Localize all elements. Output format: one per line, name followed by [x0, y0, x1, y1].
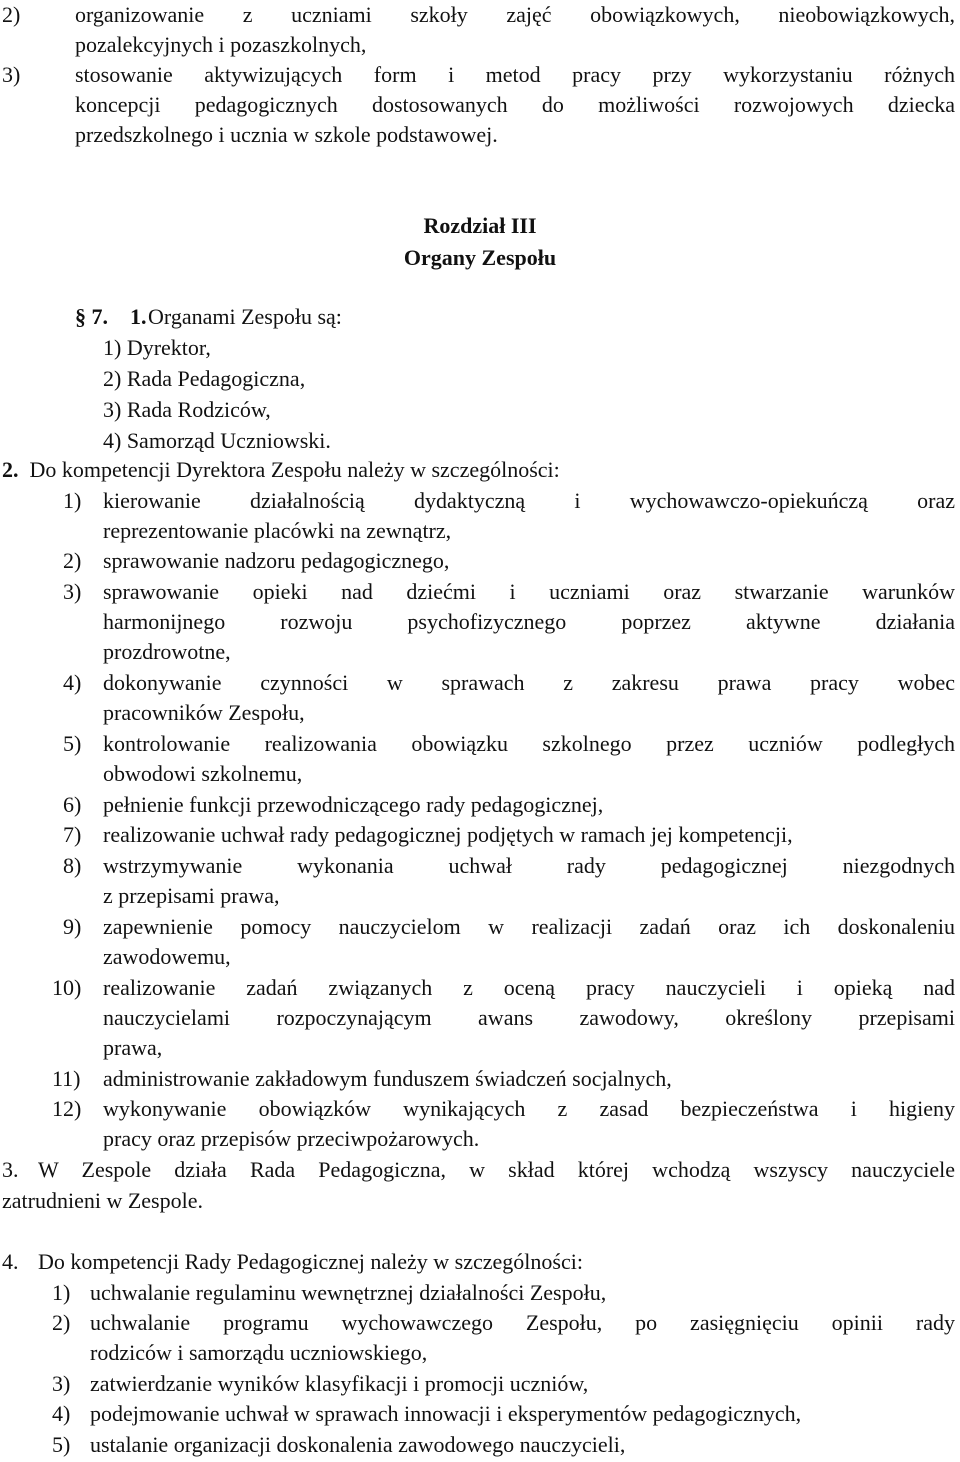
- chapter-title: Organy Zespołu: [403, 245, 557, 270]
- list-item-text: realizowanie uchwał rady pedagogicznej podjętych w ramach jej kompetencji,: [103, 822, 793, 847]
- list-item-text: zapewnienie pomocy nauczycielom w realizacji zadań oraz ich doskonaleniu: [103, 914, 955, 939]
- chapter-number: Rozdział III: [423, 213, 537, 238]
- list-item-text: stosowanie aktywizujących form i metod pracy przy wykorzystaniu różnych: [75, 62, 955, 87]
- list-item-number: 3): [63, 579, 82, 604]
- list-item-text: prozdrowotne,: [103, 639, 231, 664]
- list-item-text: zatwierdzanie wyników klasyfikacji i promocji uczniów,: [90, 1371, 589, 1396]
- list-item-number: 9): [63, 914, 82, 939]
- list-item-text: realizowanie zadań związanych z oceną pracy nauczycieli i opieką nad: [103, 975, 955, 1000]
- paragraph-text: zatrudnieni w Zespole.: [2, 1188, 203, 1213]
- list-item-text: pozalekcyjnych i pozaszkolnych,: [75, 32, 367, 57]
- list-item-number: 3): [52, 1371, 71, 1396]
- list-item-text: obwodowi szkolnemu,: [103, 761, 303, 786]
- list-item-number: 4): [52, 1401, 71, 1426]
- list-item-number: 2): [52, 1310, 71, 1335]
- list-item-number: 2): [63, 548, 82, 573]
- list-item-text: wstrzymywanie wykonania uchwał rady pedagogicznej niezgodnych: [103, 853, 955, 878]
- list-item-text: reprezentowanie placówki na zewnątrz,: [103, 518, 452, 543]
- list-item-text: wykonywanie obowiązków wynikających z zasad bezpieczeństwa i higieny: [103, 1096, 955, 1121]
- list-item: 2) Rada Pedagogiczna,: [103, 366, 306, 391]
- list-item-text: przedszkolnego i ucznia w szkole podstawowej.: [75, 122, 498, 147]
- list-item-text: sprawowanie nadzoru pedagogicznego,: [103, 548, 450, 573]
- list-item-number: 3): [2, 62, 21, 87]
- list-item-text: nauczycielami rozpoczynającym awans zawodowy, określony przepisami: [103, 1005, 955, 1030]
- list-item-text: rodziców i samorządu uczniowskiego,: [90, 1340, 428, 1365]
- section-label: 7.: [91, 304, 108, 329]
- list-item-text: pracy oraz przepisów przeciwpożarowych.: [103, 1126, 480, 1151]
- paragraph-sign: §: [75, 304, 86, 329]
- list-item-text: koncepcji pedagogicznych dostosowanych do możliwości rozwojowych dziecka: [75, 92, 955, 117]
- list-item-number: 11): [52, 1066, 81, 1091]
- list-item-text: podejmowanie uchwał w sprawach innowacji i eksperymentów pedagogicznych,: [90, 1401, 802, 1426]
- section-symbol: [75, 302, 108, 332]
- list-item-number: 5): [63, 731, 82, 756]
- list-item-text: kontrolowanie realizowania obowiązku szkolnego przez uczniów podległych: [103, 731, 955, 756]
- list-item-text: zawodowemu,: [103, 944, 231, 969]
- list-item-text: prawa,: [103, 1035, 163, 1060]
- list-item-text: organizowanie z uczniami szkoły zajęć obowiązkowych, nieobowiązkowych,: [75, 2, 955, 27]
- list-item-text: pełnienie funkcji przewodniczącego rady pedagogicznej,: [103, 792, 604, 817]
- list-item-text: z przepisami prawa,: [103, 883, 280, 908]
- list-item-text: sprawowanie opieki nad dziećmi i uczniami oraz stwarzanie warunków: [103, 579, 955, 604]
- list-item-number: 2): [2, 2, 21, 27]
- paragraph-text: Organami Zespołu są:: [148, 304, 342, 329]
- list-item-text: uchwalanie programu wychowawczego Zespołu, po zasięgnięciu opinii rady: [90, 1310, 955, 1335]
- list-item-text: uchwalanie regulaminu wewnętrznej działalności Zespołu,: [90, 1280, 607, 1305]
- paragraph-text: Do kompetencji Rady Pedagogicznej należy w szczególności:: [38, 1249, 583, 1274]
- list-item-text: dokonywanie czynności w sprawach z zakresu prawa pracy wobec: [103, 670, 955, 695]
- list-item-text: kierowanie działalnością dydaktyczną i wychowawczo-opiekuńczą oraz: [103, 488, 955, 513]
- list-item-text: pracowników Zespołu,: [103, 700, 305, 725]
- paragraph-number: 2.: [2, 457, 19, 482]
- list-item-text: harmonijnego rozwoju psychofizycznego poprzez aktywne działania: [103, 609, 955, 634]
- list-item-number: 6): [63, 792, 82, 817]
- list-item: 1) Dyrektor,: [103, 335, 211, 360]
- list-item-number: 12): [52, 1096, 82, 1121]
- paragraph-text: Do kompetencji Dyrektora Zespołu należy w szczególności:: [29, 457, 560, 482]
- list-item-number: 5): [52, 1432, 71, 1457]
- paragraph-text: W Zespole działa Rada Pedagogiczna, w skład której wchodzą wszyscy nauczyciele: [38, 1157, 955, 1182]
- list-item: 3) Rada Rodziców,: [103, 397, 271, 422]
- list-item-text: ustalanie organizacji doskonalenia zawodowego nauczycieli,: [90, 1432, 626, 1457]
- list-item: 4) Samorząd Uczniowski.: [103, 428, 331, 453]
- list-item-text: administrowanie zakładowym funduszem świadczeń socjalnych,: [103, 1066, 672, 1091]
- paragraph-number: 4.: [2, 1249, 19, 1274]
- list-item-number: 1): [63, 488, 82, 513]
- list-item-number: 4): [63, 670, 82, 695]
- list-item-number: 1): [52, 1280, 71, 1305]
- list-item-number: 8): [63, 853, 82, 878]
- paragraph-line: [2, 455, 932, 485]
- paragraph-number: 3.: [2, 1157, 19, 1182]
- list-item-number: 7): [63, 822, 82, 847]
- paragraph-number: 1.: [130, 304, 147, 329]
- list-item-number: 10): [52, 975, 82, 1000]
